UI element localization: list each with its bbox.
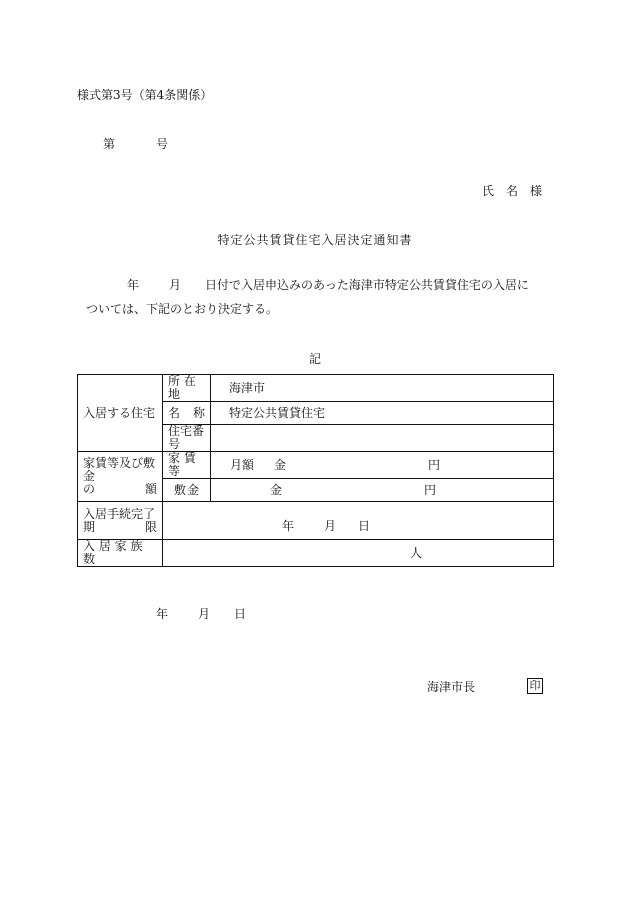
document-title: 特定公共賃貸住宅入居決定通知書 (217, 233, 413, 247)
rent-monthly-label: 月額 (230, 457, 255, 472)
family-label-cell (78, 540, 163, 567)
procedure-year: 年 (282, 519, 295, 533)
deposit-kin: 金 (270, 482, 283, 497)
family-count-unit: 人 (410, 545, 423, 560)
procedure-label-cell (78, 502, 163, 540)
issue-day: 日 (234, 607, 247, 621)
residence-label: 入居する住宅 (83, 405, 156, 420)
procedure-month: 月 (324, 519, 337, 533)
procedure-label-2b: 限 (144, 519, 157, 534)
deposit-value-cell (211, 479, 554, 502)
rent-label-cell (78, 452, 163, 502)
location-value: 海津市 (229, 380, 266, 395)
family-count-cell (163, 540, 554, 567)
deposit-yen: 円 (424, 482, 437, 497)
rent-sub-label: 家 賃 等 (168, 451, 196, 478)
rent-sub-label-cell (163, 452, 211, 479)
rent-label-line-2 (83, 483, 157, 496)
ki-heading: 記 (308, 352, 321, 366)
procedure-label-line-1: 入居手続完了 (83, 506, 156, 521)
deposit-label-b: 金 (186, 482, 199, 497)
seal-mark: 印 (527, 678, 543, 694)
details-table (77, 374, 554, 567)
deposit-label-cell (163, 479, 211, 502)
name-label-cell (163, 402, 211, 425)
body-year: 年 (127, 278, 140, 292)
location-label: 所 在 地 (168, 374, 196, 401)
housing-number-label-cell (163, 425, 211, 452)
name-value-cell (211, 402, 554, 425)
location-value-cell (211, 375, 554, 402)
location-label-cell (163, 375, 211, 402)
housing-number-value-cell (211, 425, 554, 452)
body-line-2: ついては、下記のとおり決定する。 (86, 302, 279, 316)
name-label-b: 称 (192, 405, 205, 420)
issue-year: 年 (156, 607, 169, 621)
body-line-1-text: 日付で入居申込みのあった海津市特定公共賃貸住宅の入居に (205, 278, 529, 292)
rent-kin: 金 (274, 457, 287, 472)
document-number-prefix: 第 (103, 137, 116, 151)
name-value: 特定公共賃貸住宅 (229, 405, 326, 420)
issuer-name: 海津市長 (427, 680, 476, 694)
procedure-day: 日 (358, 519, 371, 533)
addressee: 氏名様 (482, 184, 555, 198)
issue-month: 月 (198, 607, 211, 621)
rent-value-cell (211, 452, 554, 479)
name-label-a: 名 (168, 405, 181, 420)
housing-number-label: 住宅番号 (168, 424, 205, 451)
body-month: 月 (169, 278, 182, 292)
body-line-1 (127, 278, 529, 292)
procedure-label-line-2 (83, 521, 157, 534)
procedure-label-2a: 期 (83, 519, 96, 534)
rent-label-2a: の (83, 482, 96, 496)
issue-date (156, 607, 246, 621)
rent-label-line-1: 家賃等及び敷金 (83, 456, 156, 483)
rent-label-2b: 額 (144, 482, 157, 496)
procedure-deadline-cell (163, 502, 554, 540)
deposit-label-a: 敷 (174, 482, 187, 497)
document-number-suffix: 号 (156, 137, 169, 151)
family-count-label: 入 居 家 族 数 (83, 539, 143, 566)
form-number-label: 様式第3号（第4条関係） (77, 88, 213, 102)
rent-yen: 円 (428, 457, 441, 472)
residence-label-cell (78, 375, 163, 452)
